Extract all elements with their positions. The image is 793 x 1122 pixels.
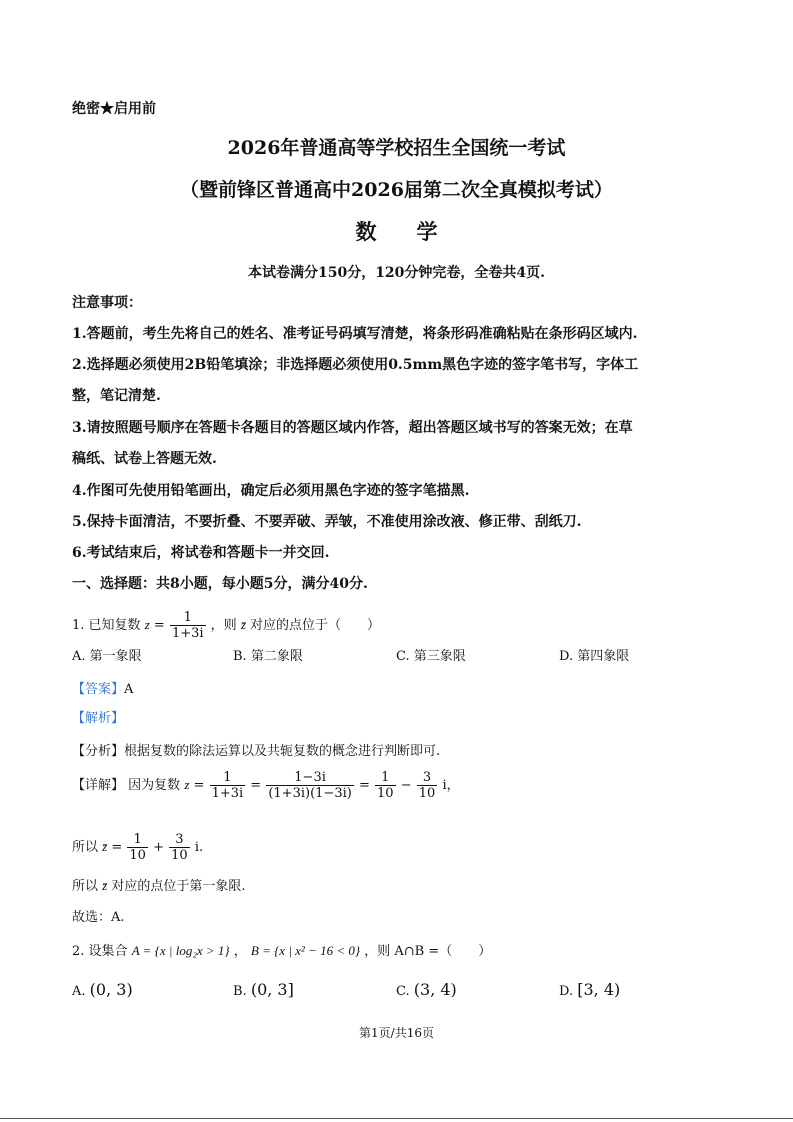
step-frac1-num: 1: [210, 770, 246, 786]
note-item: 2.选择题必须使用2B铅笔填涂；非选择题必须使用0.5mm黑色字迹的签字笔书写，字体工: [72, 357, 639, 373]
q1-eq: =: [153, 618, 165, 633]
conclusion-suffix: 对应的点位于第一象限.: [111, 879, 246, 894]
step-frac3-den: 10: [377, 786, 394, 801]
step-end: ，: [446, 778, 460, 793]
answer-tag: 【答案】: [72, 682, 125, 697]
fenxi-tag: 【分析】: [72, 744, 125, 759]
conj-frac1-den: 10: [129, 848, 146, 863]
xiangjie-tag: 【详解】: [72, 778, 125, 793]
conj-plus: +: [153, 840, 164, 855]
step-i: i: [442, 778, 447, 793]
step-frac4-num: 3: [417, 770, 438, 786]
q1-fraction: [170, 610, 206, 641]
step-frac1: [210, 770, 246, 801]
q2-sep: ，: [233, 944, 247, 959]
q1-choose: 故选：A.: [72, 910, 125, 925]
step-frac3-num: 1: [375, 770, 396, 786]
conclusion-prefix: 所以: [72, 879, 99, 894]
xiangjie-prefix: 因为复数: [128, 778, 181, 793]
step-frac4-den: 10: [418, 786, 436, 801]
q2-option-b-label: B.: [233, 984, 247, 999]
q1-frac-den: 1+3i: [171, 626, 204, 641]
q1-conclusion: [72, 875, 246, 894]
q1-z: z: [144, 617, 150, 632]
q1-option-d: D. 第四象限: [559, 649, 630, 664]
step-frac2: [266, 770, 353, 801]
q2-option-d-value: [3, 4): [577, 980, 621, 999]
step-frac2-num: 1−3i: [266, 770, 353, 786]
notes-heading: 注意事项：: [72, 295, 142, 311]
q1-option-a: A. 第一象限: [72, 649, 142, 664]
q1-conjugate: [72, 832, 203, 863]
q1-frac-num: 1: [170, 610, 206, 626]
q1-zbar: z̄: [240, 617, 246, 632]
q1-option-c: C. 第三象限: [396, 649, 466, 664]
q2-prefix: 2. 设集合: [72, 944, 128, 959]
step-eq3: =: [358, 778, 370, 793]
note-item: 5.保持卡面清洁，不要折叠、不要弄破、弄皱，不准使用涂改液、修正带、刮纸刀.: [72, 514, 582, 530]
suoyi: 所以: [72, 840, 99, 855]
note-item: 1.答题前，考生先将自己的姓名、准考证号码填写清楚，将条形码准确粘贴在条形码区域内.: [72, 326, 638, 342]
q1-fenxi: [72, 740, 440, 759]
question-2-stem: [72, 940, 491, 959]
conclusion-zbar: z̄: [102, 878, 108, 893]
page-footer: 第1页/共16页: [359, 1026, 434, 1040]
step-frac3: [375, 770, 396, 801]
q2-option-b-value: (0, 3]: [250, 980, 294, 999]
q2-option-a: [72, 980, 133, 999]
q2-option-c: [396, 980, 457, 999]
q1-option-b: B. 第二象限: [233, 649, 303, 664]
q1-answer: [72, 678, 133, 697]
conj-frac2-den: 10: [171, 848, 188, 863]
conj-frac2-num: 3: [169, 832, 190, 848]
step-minus: −: [400, 778, 412, 793]
q1-suffix: 对应的点位于（ ）: [250, 618, 381, 633]
conj-frac2: [169, 832, 190, 863]
answer-value: A: [124, 682, 134, 697]
q2-option-c-label: C.: [396, 984, 410, 999]
q2-set-a: A = {x | log₂x > 1}: [131, 943, 230, 958]
note-item: 6.考试结束后，将试卷和答题卡一并交回.: [72, 545, 330, 561]
conj-zbar: z̄: [102, 839, 108, 854]
section-heading: 一、选择题：共8小题，每小题5分，满分40分.: [72, 576, 368, 592]
q2-option-a-value: (0, 3): [89, 980, 133, 999]
note-item: 稿纸、试卷上答题无效.: [72, 451, 217, 467]
exam-meta: 本试卷满分150分，120分钟完卷，全卷共4页.: [247, 265, 546, 281]
q1-xiangjie: [72, 770, 460, 801]
fenxi-text: 根据复数的除法运算以及共轭复数的概念进行判断即可.: [124, 744, 441, 759]
step-frac2-den: (1+3i)(1−3i): [268, 786, 352, 801]
q2-option-c-value: (3, 4): [413, 980, 457, 999]
exam-title: 2026年普通高等学校招生全国统一考试: [227, 137, 566, 159]
conj-frac1: [127, 832, 148, 863]
q1-mid: ，则: [210, 618, 237, 633]
conj-i: i.: [194, 840, 204, 855]
q2-option-b: [233, 980, 294, 999]
q2-option-d: [559, 980, 620, 999]
q1-prefix: 1. 已知复数: [72, 618, 141, 633]
note-item: 整，笔记清楚.: [72, 388, 161, 404]
bottom-rule: [0, 1118, 793, 1119]
q2-option-a-label: A.: [72, 984, 86, 999]
note-item: 4.作图可先使用铅笔画出，确定后必须用黑色字迹的签字笔描黑.: [72, 483, 470, 499]
step-eq2: =: [250, 778, 262, 793]
confidential-label: 绝密★启用前: [72, 101, 156, 117]
q2-set-b: B = {x | x² − 16 < 0}: [250, 943, 361, 958]
q2-option-d-label: D.: [559, 984, 574, 999]
q2-suffix: ，则 A∩B =（ ）: [364, 944, 492, 959]
question-1-stem: [72, 610, 380, 641]
conj-eq: =: [111, 840, 123, 855]
exam-subtitle: （暨前锋区普通高中2026届第二次全真模拟考试）: [180, 179, 613, 201]
analysis-tag: 【解析】: [72, 711, 125, 726]
subject-title: 数学: [355, 219, 478, 244]
step-frac4: [417, 770, 438, 801]
step-eq1: =: [193, 778, 205, 793]
note-item: 3.请按照题号顺序在答题卡各题目的答题区域内作答，超出答题区域书写的答案无效；在草: [72, 420, 633, 436]
conj-frac1-num: 1: [127, 832, 148, 848]
step-z: z: [184, 777, 190, 792]
step-frac1-den: 1+3i: [211, 786, 244, 801]
